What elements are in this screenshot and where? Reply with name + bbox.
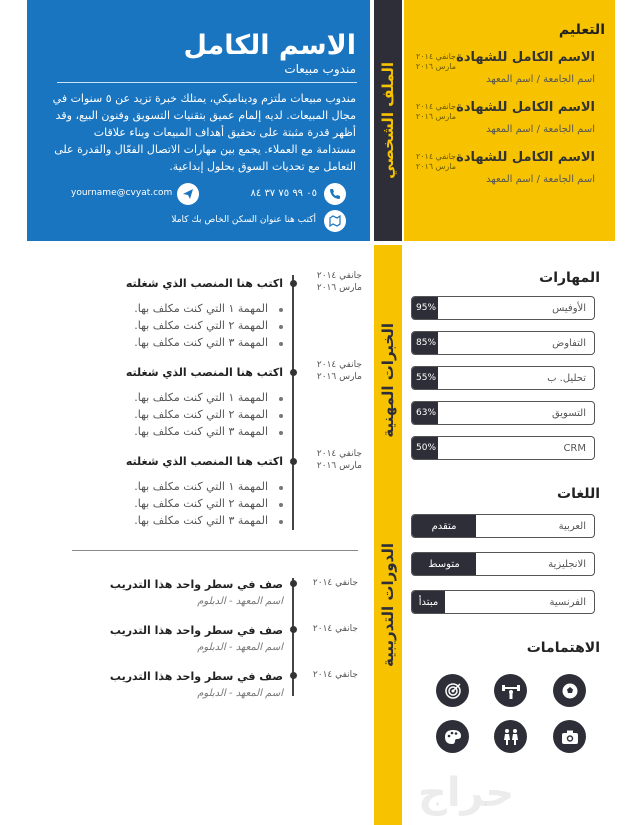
job-start-date: جانفي ٢٠١٤ bbox=[316, 449, 362, 459]
watermark: حراج bbox=[418, 770, 515, 816]
task-bullet bbox=[279, 325, 283, 329]
education-start: جانفي ٢٠١٤ bbox=[415, 102, 456, 111]
language-bar bbox=[411, 590, 595, 614]
job-end-date: مارس ٢٠١٦ bbox=[316, 283, 362, 293]
header-divider bbox=[57, 82, 357, 83]
timeline-dot bbox=[290, 580, 297, 587]
education-school: اسم الجامعة / اسم المعهد bbox=[486, 174, 595, 185]
language-bar bbox=[411, 514, 595, 538]
language-level: مبتدأ bbox=[412, 591, 445, 613]
task-item: المهمة ١ التي كنت مكلف بها. bbox=[134, 302, 268, 315]
training-date: جانفي ٢٠١٤ bbox=[312, 578, 358, 588]
task-item: المهمة ٣ التي كنت مكلف بها. bbox=[134, 425, 268, 438]
training-institute: اسم المعهد - الدبلوم bbox=[197, 596, 283, 607]
send-icon bbox=[177, 183, 199, 205]
education-start: جانفي ٢٠١٤ bbox=[415, 52, 456, 61]
education-degree: الاسم الكامل للشهادة bbox=[456, 50, 595, 65]
profile-panel bbox=[27, 0, 370, 241]
strip-yellow bbox=[374, 245, 402, 825]
strip-dark bbox=[374, 0, 402, 241]
football-icon bbox=[553, 674, 586, 707]
timeline-dot bbox=[290, 626, 297, 633]
language-level: متقدم bbox=[412, 515, 476, 537]
skill-name: الأوفيس bbox=[552, 302, 586, 314]
task-bullet bbox=[279, 397, 283, 401]
address: أكتب هنا عنوان السكن الخاص بك كاملا bbox=[171, 215, 316, 225]
skill-percent: 63% bbox=[412, 402, 438, 424]
skill-name: CRM bbox=[563, 442, 586, 454]
job-title: اكتب هنا المنصب الذي شغلته bbox=[125, 366, 283, 379]
job-start-date: جانفي ٢٠١٤ bbox=[316, 360, 362, 370]
language-name: الفرنسية bbox=[549, 596, 586, 608]
section-label-profile: الملف الشخصي bbox=[379, 62, 397, 179]
task-bullet bbox=[279, 520, 283, 524]
skill-name: التسويق bbox=[551, 407, 586, 419]
skill-bar bbox=[411, 436, 595, 460]
education-end: مارس ٢٠١٦ bbox=[415, 62, 456, 71]
task-item: المهمة ٢ التي كنت مكلف بها. bbox=[134, 408, 268, 421]
task-bullet bbox=[279, 342, 283, 346]
task-item: المهمة ٣ التي كنت مكلف بها. bbox=[134, 514, 268, 527]
education-heading: التعليم bbox=[558, 22, 605, 38]
skill-percent: 95% bbox=[412, 297, 438, 319]
training-date: جانفي ٢٠١٤ bbox=[312, 624, 358, 634]
task-bullet bbox=[279, 414, 283, 418]
skill-bar bbox=[411, 401, 595, 425]
target-icon bbox=[436, 674, 469, 707]
task-item: المهمة ٢ التي كنت مكلف بها. bbox=[134, 497, 268, 510]
education-panel bbox=[404, 0, 615, 241]
skill-percent: 55% bbox=[412, 367, 438, 389]
section-divider bbox=[72, 550, 358, 551]
languages-heading: اللغات bbox=[557, 486, 600, 502]
task-bullet bbox=[279, 486, 283, 490]
task-item: المهمة ٢ التي كنت مكلف بها. bbox=[134, 319, 268, 332]
skill-bar bbox=[411, 331, 595, 355]
photography-icon bbox=[553, 720, 586, 753]
profile-summary: مندوب مبيعات ملتزم وديناميكي، يمتلك خبرة تزيد عن ٥ سنوات في مجال المبيعات. لديه إلمام عميق بتقنيات التسويق وفنون البيع، وقد أظهر قدرة مثبتة على تحقيق أهداف المبيعات وبناء علاقات مستدامة مع العملاء. يجمع بين مهارات الاتصال الفعّال والقدرة على التعامل مع تحديات السوق بحلول إبداعية. bbox=[52, 92, 356, 173]
training-title: صف في سطر واحد هذا التدريب bbox=[109, 578, 283, 591]
skill-name: تحليل. ب bbox=[547, 372, 586, 384]
email[interactable]: yourname@cvyat.com bbox=[71, 188, 173, 198]
timeline-dot bbox=[290, 280, 297, 287]
timeline-dot bbox=[290, 458, 297, 465]
skill-percent: 85% bbox=[412, 332, 438, 354]
phone[interactable]: ٠٥ ٩٩ ٧٥ ٣٧ ٨٤ bbox=[250, 188, 317, 199]
full-name: الاسم الكامل bbox=[183, 30, 356, 61]
section-label-training: الدورات التدريبية bbox=[379, 542, 397, 667]
education-end: مارس ٢٠١٦ bbox=[415, 162, 456, 171]
language-level: متوسط bbox=[412, 553, 476, 575]
language-bar bbox=[411, 552, 595, 576]
training-date: جانفي ٢٠١٤ bbox=[312, 670, 358, 680]
job-end-date: مارس ٢٠١٦ bbox=[316, 372, 362, 382]
training-institute: اسم المعهد - الدبلوم bbox=[197, 688, 283, 699]
skill-name: التفاوض bbox=[552, 337, 586, 349]
skill-bar bbox=[411, 366, 595, 390]
section-label-experience: الخبرات المهنية bbox=[379, 322, 397, 438]
education-school: اسم الجامعة / اسم المعهد bbox=[486, 124, 595, 135]
education-degree: الاسم الكامل للشهادة bbox=[456, 100, 595, 115]
task-bullet bbox=[279, 503, 283, 507]
task-bullet bbox=[279, 431, 283, 435]
side-strip bbox=[374, 0, 402, 825]
training-title: صف في سطر واحد هذا التدريب bbox=[109, 670, 283, 683]
skills-heading: المهارات bbox=[539, 270, 600, 286]
task-item: المهمة ١ التي كنت مكلف بها. bbox=[134, 480, 268, 493]
education-end: مارس ٢٠١٦ bbox=[415, 112, 456, 121]
training-title: صف في سطر واحد هذا التدريب bbox=[109, 624, 283, 637]
timeline-dot bbox=[290, 672, 297, 679]
job-title: مندوب مبيعات bbox=[284, 62, 356, 76]
fitness-icon bbox=[494, 674, 527, 707]
job-title: اكتب هنا المنصب الذي شغلته bbox=[125, 277, 283, 290]
map-icon bbox=[324, 210, 346, 232]
skill-percent: 50% bbox=[412, 437, 438, 459]
task-bullet bbox=[279, 308, 283, 312]
skill-bar bbox=[411, 296, 595, 320]
interests-heading: الاهتمامات bbox=[526, 640, 600, 656]
task-item: المهمة ١ التي كنت مكلف بها. bbox=[134, 391, 268, 404]
training-institute: اسم المعهد - الدبلوم bbox=[197, 642, 283, 653]
painting-icon bbox=[436, 720, 469, 753]
education-start: جانفي ٢٠١٤ bbox=[415, 152, 456, 161]
teamwork-icon bbox=[494, 720, 527, 753]
experience-timeline-line bbox=[292, 275, 294, 530]
timeline-dot bbox=[290, 369, 297, 376]
job-start-date: جانفي ٢٠١٤ bbox=[316, 271, 362, 281]
job-title: اكتب هنا المنصب الذي شغلته bbox=[125, 455, 283, 468]
task-item: المهمة ٣ التي كنت مكلف بها. bbox=[134, 336, 268, 349]
language-name: العربية bbox=[558, 520, 586, 532]
education-degree: الاسم الكامل للشهادة bbox=[456, 150, 595, 165]
language-name: الانجليزية bbox=[548, 558, 586, 570]
phone-icon bbox=[324, 183, 346, 205]
education-school: اسم الجامعة / اسم المعهد bbox=[486, 74, 595, 85]
job-end-date: مارس ٢٠١٦ bbox=[316, 461, 362, 471]
